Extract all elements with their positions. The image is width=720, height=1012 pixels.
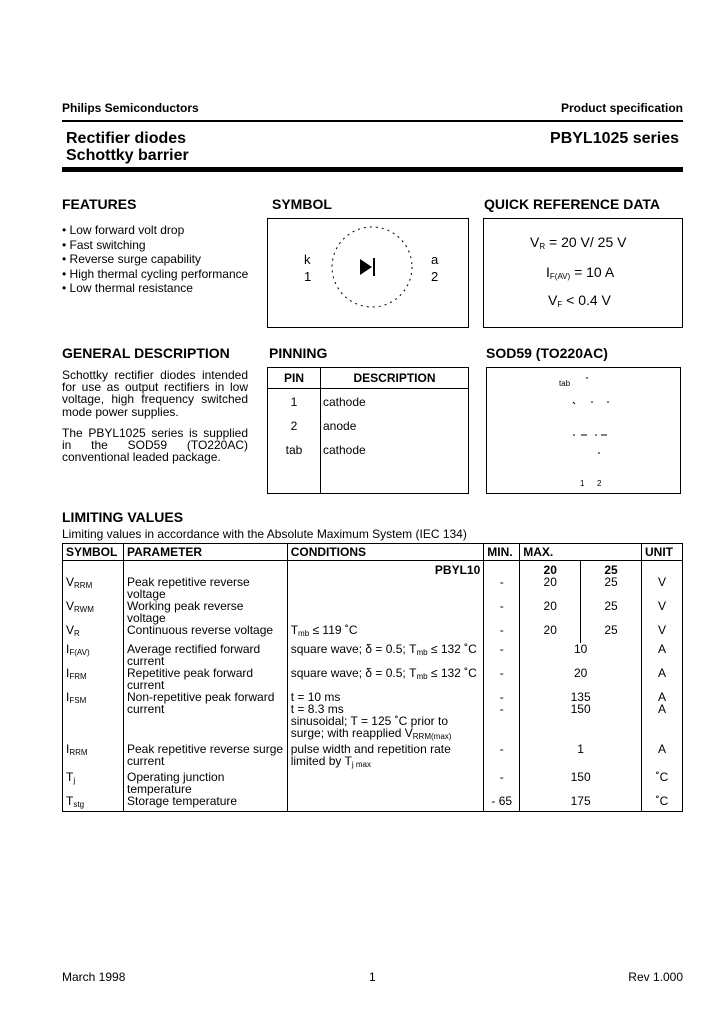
row-max-a: 20 (520, 624, 581, 643)
col-min: MIN. (484, 544, 520, 561)
pinning-header-divider (268, 388, 468, 389)
row-conditions (287, 600, 484, 624)
footer-date: March 1998 (62, 970, 126, 984)
row-symbol: $V_{RWM}$ (63, 600, 124, 624)
features-heading: FEATURES (62, 196, 137, 212)
limiting-values-subtitle: Limiting values in accordance with the Absolute Maximum System (IEC 134) (62, 527, 467, 541)
row-min: - (484, 576, 520, 600)
package-pin2-label: 2 (597, 479, 602, 488)
pinning-col-pin: PIN (283, 371, 304, 385)
feature-item: • Low forward volt drop (62, 223, 185, 237)
pinning-col-description: DESCRIPTION (353, 371, 436, 385)
table-row (63, 624, 683, 643)
company-name: Philips Semiconductors (62, 101, 199, 115)
col-max: MAX. (520, 544, 642, 561)
row-max-b: 25 (581, 624, 642, 643)
table-row (63, 576, 683, 600)
features-list (62, 223, 248, 296)
general-description-para2: The PBYL1025 series is supplied in the SOD59 (TO220AC) conventional leaded package. (62, 425, 248, 465)
row-min: - (484, 667, 520, 691)
cathode-label: k (304, 252, 311, 267)
general-description-para1: Schottky rectifier diodes intended for use as output rectifiers in low voltage, high frequency switched mode power supplies. (62, 368, 248, 419)
quick-ref-if: $I_{F(AV)} = 10$ A (546, 264, 615, 281)
row-parameter: Non-repetitive peak forward current (123, 691, 287, 743)
symbol-box (267, 218, 469, 328)
doc-type: Product specification (560, 101, 683, 115)
table-row (63, 743, 683, 771)
footer-page-number: 1 (369, 970, 376, 984)
row-unit: A (657, 642, 666, 656)
cathode-pin-number: 1 (304, 269, 312, 284)
variant-a: 20 (520, 561, 581, 577)
row-conditions (287, 576, 484, 600)
quick-ref-box (483, 218, 683, 328)
pin-number: 1 (290, 395, 298, 409)
row-conditions (287, 771, 484, 795)
pin-number: tab (285, 443, 303, 457)
row-symbol: $I_{F(AV)}$ (63, 643, 124, 667)
row-conditions: t = 10 ms t = 8.3 ms sinusoidal; T = 125 ˚C prior to surge; with reapplied $V_{RRM(max)}$ (287, 691, 484, 743)
row-min: - - (484, 691, 520, 743)
col-parameter: PARAMETER (123, 544, 287, 561)
row-unit: V (657, 599, 666, 613)
pin-description: cathode (323, 395, 366, 409)
row-conditions (287, 795, 484, 812)
pin-description: anode (323, 419, 357, 433)
row-symbol: $I_{RRM}$ (63, 743, 124, 771)
row-unit: A (657, 666, 666, 680)
row-max-b: 25 (581, 576, 642, 600)
row-max: 175 (520, 795, 642, 812)
row-conditions: square wave; δ = 0.5; $T_{mb} \le 132$ ˚C (287, 643, 484, 667)
pin-number: 2 (290, 419, 298, 433)
row-unit: V (657, 575, 666, 589)
general-description-heading: GENERAL DESCRIPTION (62, 345, 230, 361)
row-parameter: Peak repetitive reverse voltage (123, 576, 287, 600)
table-row (63, 771, 683, 795)
row-parameter: Repetitive peak forward current (123, 667, 287, 691)
row-unit: V (657, 623, 666, 637)
row-conditions: $T_{mb} \le 119$ ˚C (287, 624, 484, 643)
row-symbol: $T_{stg}$ (63, 795, 124, 812)
symbol-heading: SYMBOL (272, 196, 332, 212)
table-row (63, 691, 683, 743)
title-line2: Schottky barrier (66, 147, 189, 164)
row-unit: A A (657, 690, 666, 716)
col-unit: UNIT (641, 544, 682, 561)
col-symbol: SYMBOL (63, 544, 124, 561)
row-parameter: Working peak reverse voltage (123, 600, 287, 624)
row-symbol: $I_{FRM}$ (63, 667, 124, 691)
package-tab-label: tab (559, 379, 571, 388)
quick-ref-vf: $V_F < 0.4$ V (548, 292, 611, 309)
row-parameter: Continuous reverse voltage (123, 624, 287, 643)
anode-pin-number: 2 (431, 269, 439, 284)
row-max-a: 20 (520, 600, 581, 624)
row-max: 135 150 (520, 691, 642, 743)
table-row (63, 795, 683, 812)
table-row (63, 667, 683, 691)
row-min: - (484, 624, 520, 643)
row-max: 10 (520, 643, 642, 667)
row-parameter: Peak repetitive reverse surge current (123, 743, 287, 771)
table-row (63, 643, 683, 667)
row-parameter: Average rectified forward current (123, 643, 287, 667)
row-symbol: $V_{RRM}$ (63, 576, 124, 600)
row-max: 1 (520, 743, 642, 771)
package-heading: SOD59 (TO220AC) (486, 345, 608, 361)
pinning-heading: PINNING (269, 345, 328, 361)
row-parameter: Operating junction temperature (123, 771, 287, 795)
header-rule-thick (62, 167, 683, 172)
limiting-values-heading: LIMITING VALUES (62, 509, 184, 525)
general-description (62, 369, 248, 472)
row-symbol: $T_j$ (63, 771, 124, 795)
package-drawing-box (486, 367, 681, 494)
footer-revision: Rev 1.000 (628, 970, 683, 984)
row-unit: ˚C (655, 794, 669, 808)
part-series: PBYL1025 series (550, 130, 679, 147)
variant-b: 25 (581, 561, 642, 577)
row-max: 150 (520, 771, 642, 795)
pin-description: cathode (323, 443, 366, 457)
row-unit: ˚C (655, 770, 669, 784)
quick-ref-vr: $V_R = 20$ V/ 25 V (530, 234, 627, 251)
header-rule-thin (62, 120, 683, 122)
variant-label: PBYL10 (287, 561, 484, 577)
feature-item: • Low thermal resistance (62, 281, 193, 295)
pinning-col-divider (320, 368, 321, 493)
row-min: - (484, 643, 520, 667)
row-symbol: $I_{FSM}$ (63, 691, 124, 743)
row-parameter: Storage temperature (123, 795, 287, 812)
row-symbol: $V_R$ (63, 624, 124, 643)
title-line1: Rectifier diodes (66, 130, 187, 147)
row-min: - (484, 743, 520, 771)
row-max-a: 20 (520, 576, 581, 600)
row-conditions: pulse width and repetition rate limited by $T_{j max}$ (287, 743, 484, 771)
anode-label: a (431, 252, 439, 267)
row-min: - 65 (484, 795, 520, 812)
row-min: - (484, 771, 520, 795)
table-row (63, 561, 683, 577)
table-header-row (63, 544, 683, 561)
col-conditions: CONDITIONS (287, 544, 484, 561)
package-pin1-label: 1 (580, 479, 585, 488)
row-conditions: square wave; δ = 0.5; $T_{mb} \le 132$ ˚C (287, 667, 484, 691)
table-row (63, 600, 683, 624)
row-unit: A (657, 742, 666, 756)
pinning-table (267, 367, 469, 494)
package-outline-icon (487, 368, 680, 493)
limiting-values-table (62, 543, 683, 812)
feature-item: • Reverse surge capability (62, 252, 201, 266)
feature-item: • Fast switching (62, 237, 146, 252)
feature-item: • High thermal cycling performance (62, 266, 249, 281)
row-max-b: 25 (581, 600, 642, 624)
quick-ref-heading: QUICK REFERENCE DATA (484, 196, 661, 212)
row-min: - (484, 600, 520, 624)
row-max: 20 (520, 667, 642, 691)
